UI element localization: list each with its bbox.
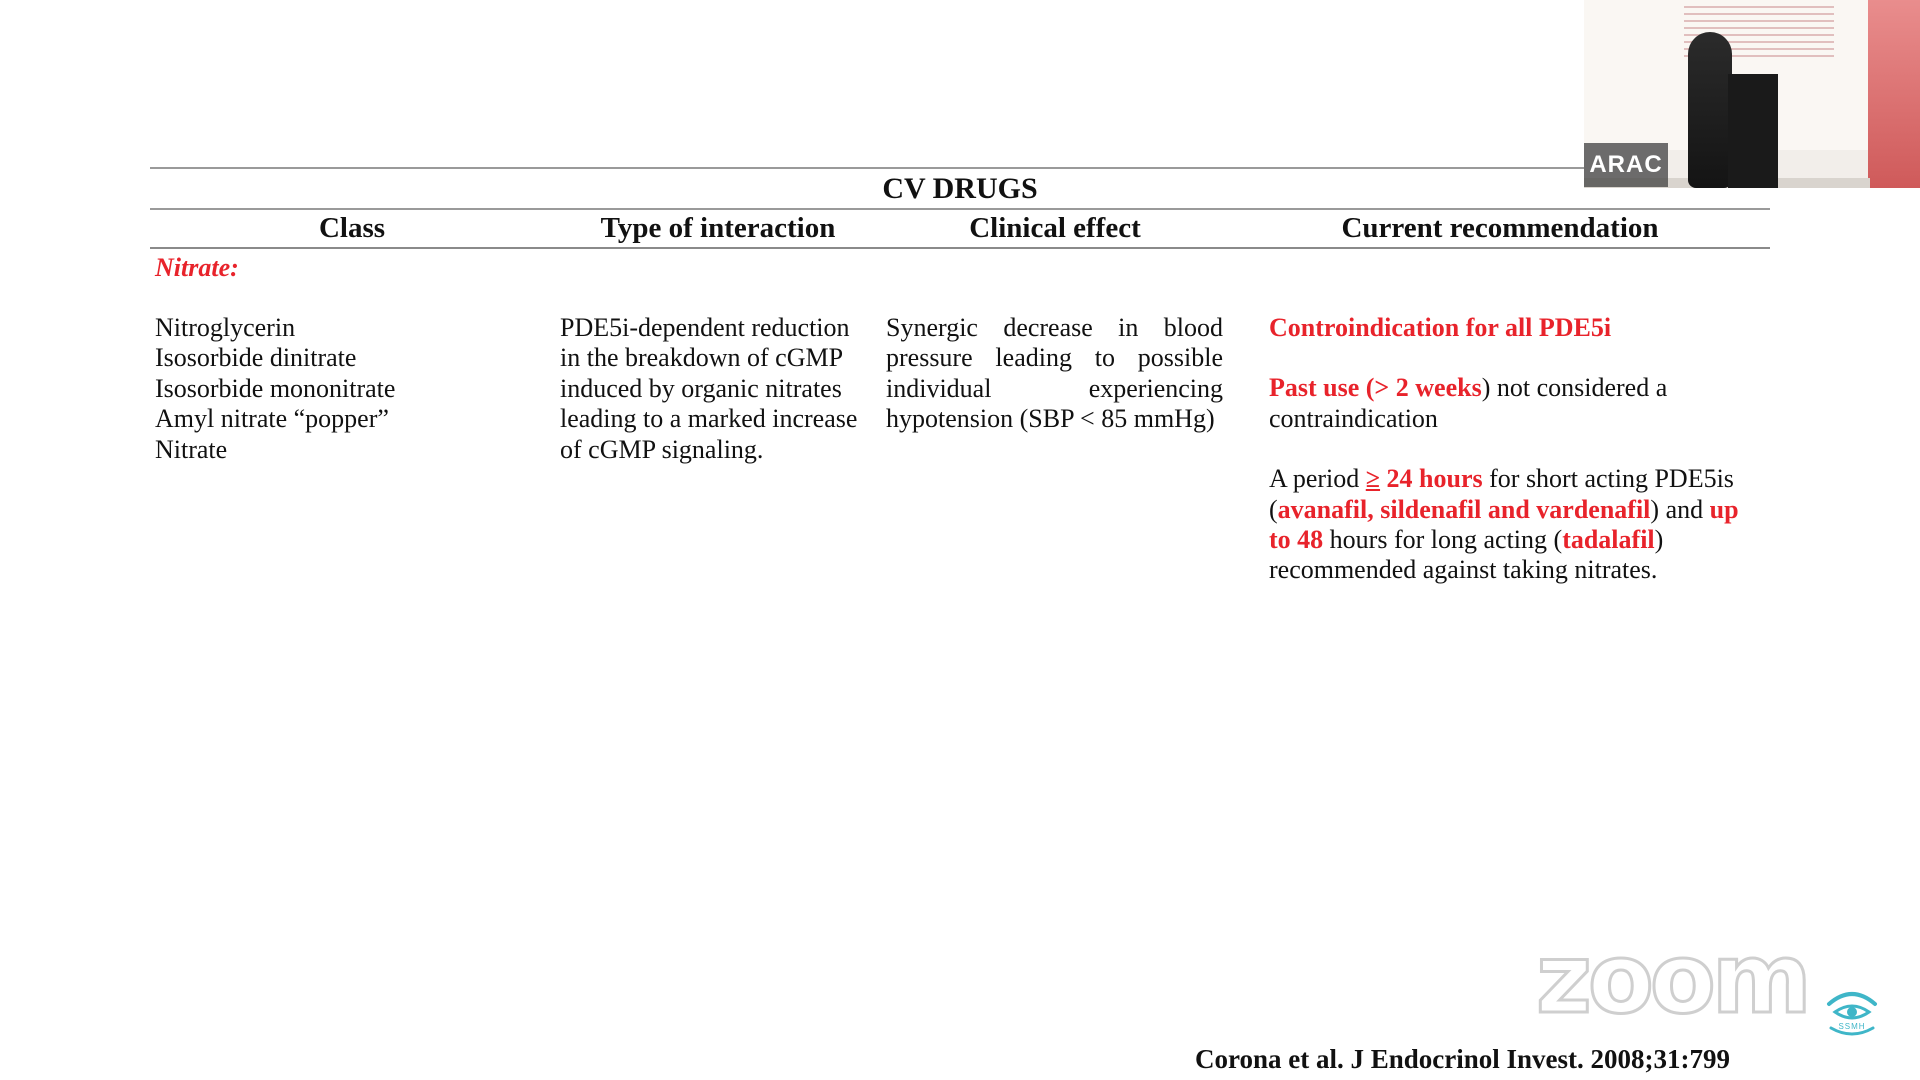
- drug-class-list: [155, 313, 535, 465]
- drug-item: Isosorbide mononitrate: [155, 373, 396, 403]
- section-title: CV DRUGS: [882, 172, 1038, 205]
- recommendation-past-use: [1269, 373, 1739, 434]
- stage-backdrop: [1868, 0, 1920, 188]
- column-header-class: Class: [318, 212, 386, 244]
- rec3-hours: 24 hours: [1380, 464, 1483, 494]
- podium: [1728, 74, 1778, 188]
- rec3-part: A period: [1269, 464, 1366, 494]
- rec3-part: hours for long acting (: [1323, 525, 1563, 555]
- past-use-emphasis: Past use (> 2 weeks: [1269, 373, 1482, 403]
- rec3-ge-symbol: ≥: [1365, 464, 1381, 494]
- recommendation-contraindication: Controindication for all PDE5i: [1269, 313, 1612, 342]
- column-header-type: Type of interaction: [600, 212, 836, 244]
- column-header-clinical: Clinical effect: [969, 212, 1141, 244]
- participant-name-badge: ARAC: [1584, 143, 1668, 187]
- drug-item: Isosorbide dinitrate: [155, 343, 357, 373]
- speaker-figure: [1688, 32, 1732, 188]
- rec3-part: ) and: [1650, 494, 1710, 524]
- drug-item: Amyl nitrate “popper”: [155, 404, 389, 434]
- column-header-recommendation: Current recommendation: [1341, 212, 1659, 244]
- rec3-part: ) recommended against taking nitrates.: [1269, 525, 1664, 585]
- recommendation-text: [1269, 313, 1739, 586]
- header-divider: [150, 247, 1770, 249]
- zoom-watermark: zoom: [1536, 923, 1808, 1035]
- rec3-short-acting-drugs: avanafil, sildenafil and vardenafil: [1277, 494, 1651, 524]
- section-divider: [150, 208, 1770, 210]
- rec3-part: for short acting PDE5is (: [1269, 464, 1734, 524]
- recommendation-timing: [1269, 464, 1739, 586]
- rec3-up-to: up to 48: [1269, 494, 1739, 555]
- category-label: Nitrate:: [155, 253, 239, 282]
- speaker-video-thumbnail[interactable]: [1584, 0, 1920, 188]
- rec3-long-acting-drug: tadalafil: [1562, 525, 1655, 555]
- drug-item: Nitroglycerin: [155, 313, 296, 342]
- table-top-rule: [150, 167, 1770, 169]
- drug-item: Nitrate: [155, 434, 228, 464]
- interaction-text: PDE5i-dependent reduction in the breakdown of cGMP induced by organic nitrates leading to a marked increase of cGMP signaling.: [560, 313, 858, 464]
- citation: Corona et al. J Endocrinol Invest. 2008;31:799: [1195, 1044, 1731, 1074]
- org-logo-caption: SSMH: [1838, 1022, 1866, 1031]
- clinical-effect-text: Synergic decrease in blood pressure leading to possible individual experiencing hypotension (SBP < 85 mmHg): [886, 313, 1223, 434]
- past-use-tail: ) not considered a contraindication: [1269, 373, 1668, 433]
